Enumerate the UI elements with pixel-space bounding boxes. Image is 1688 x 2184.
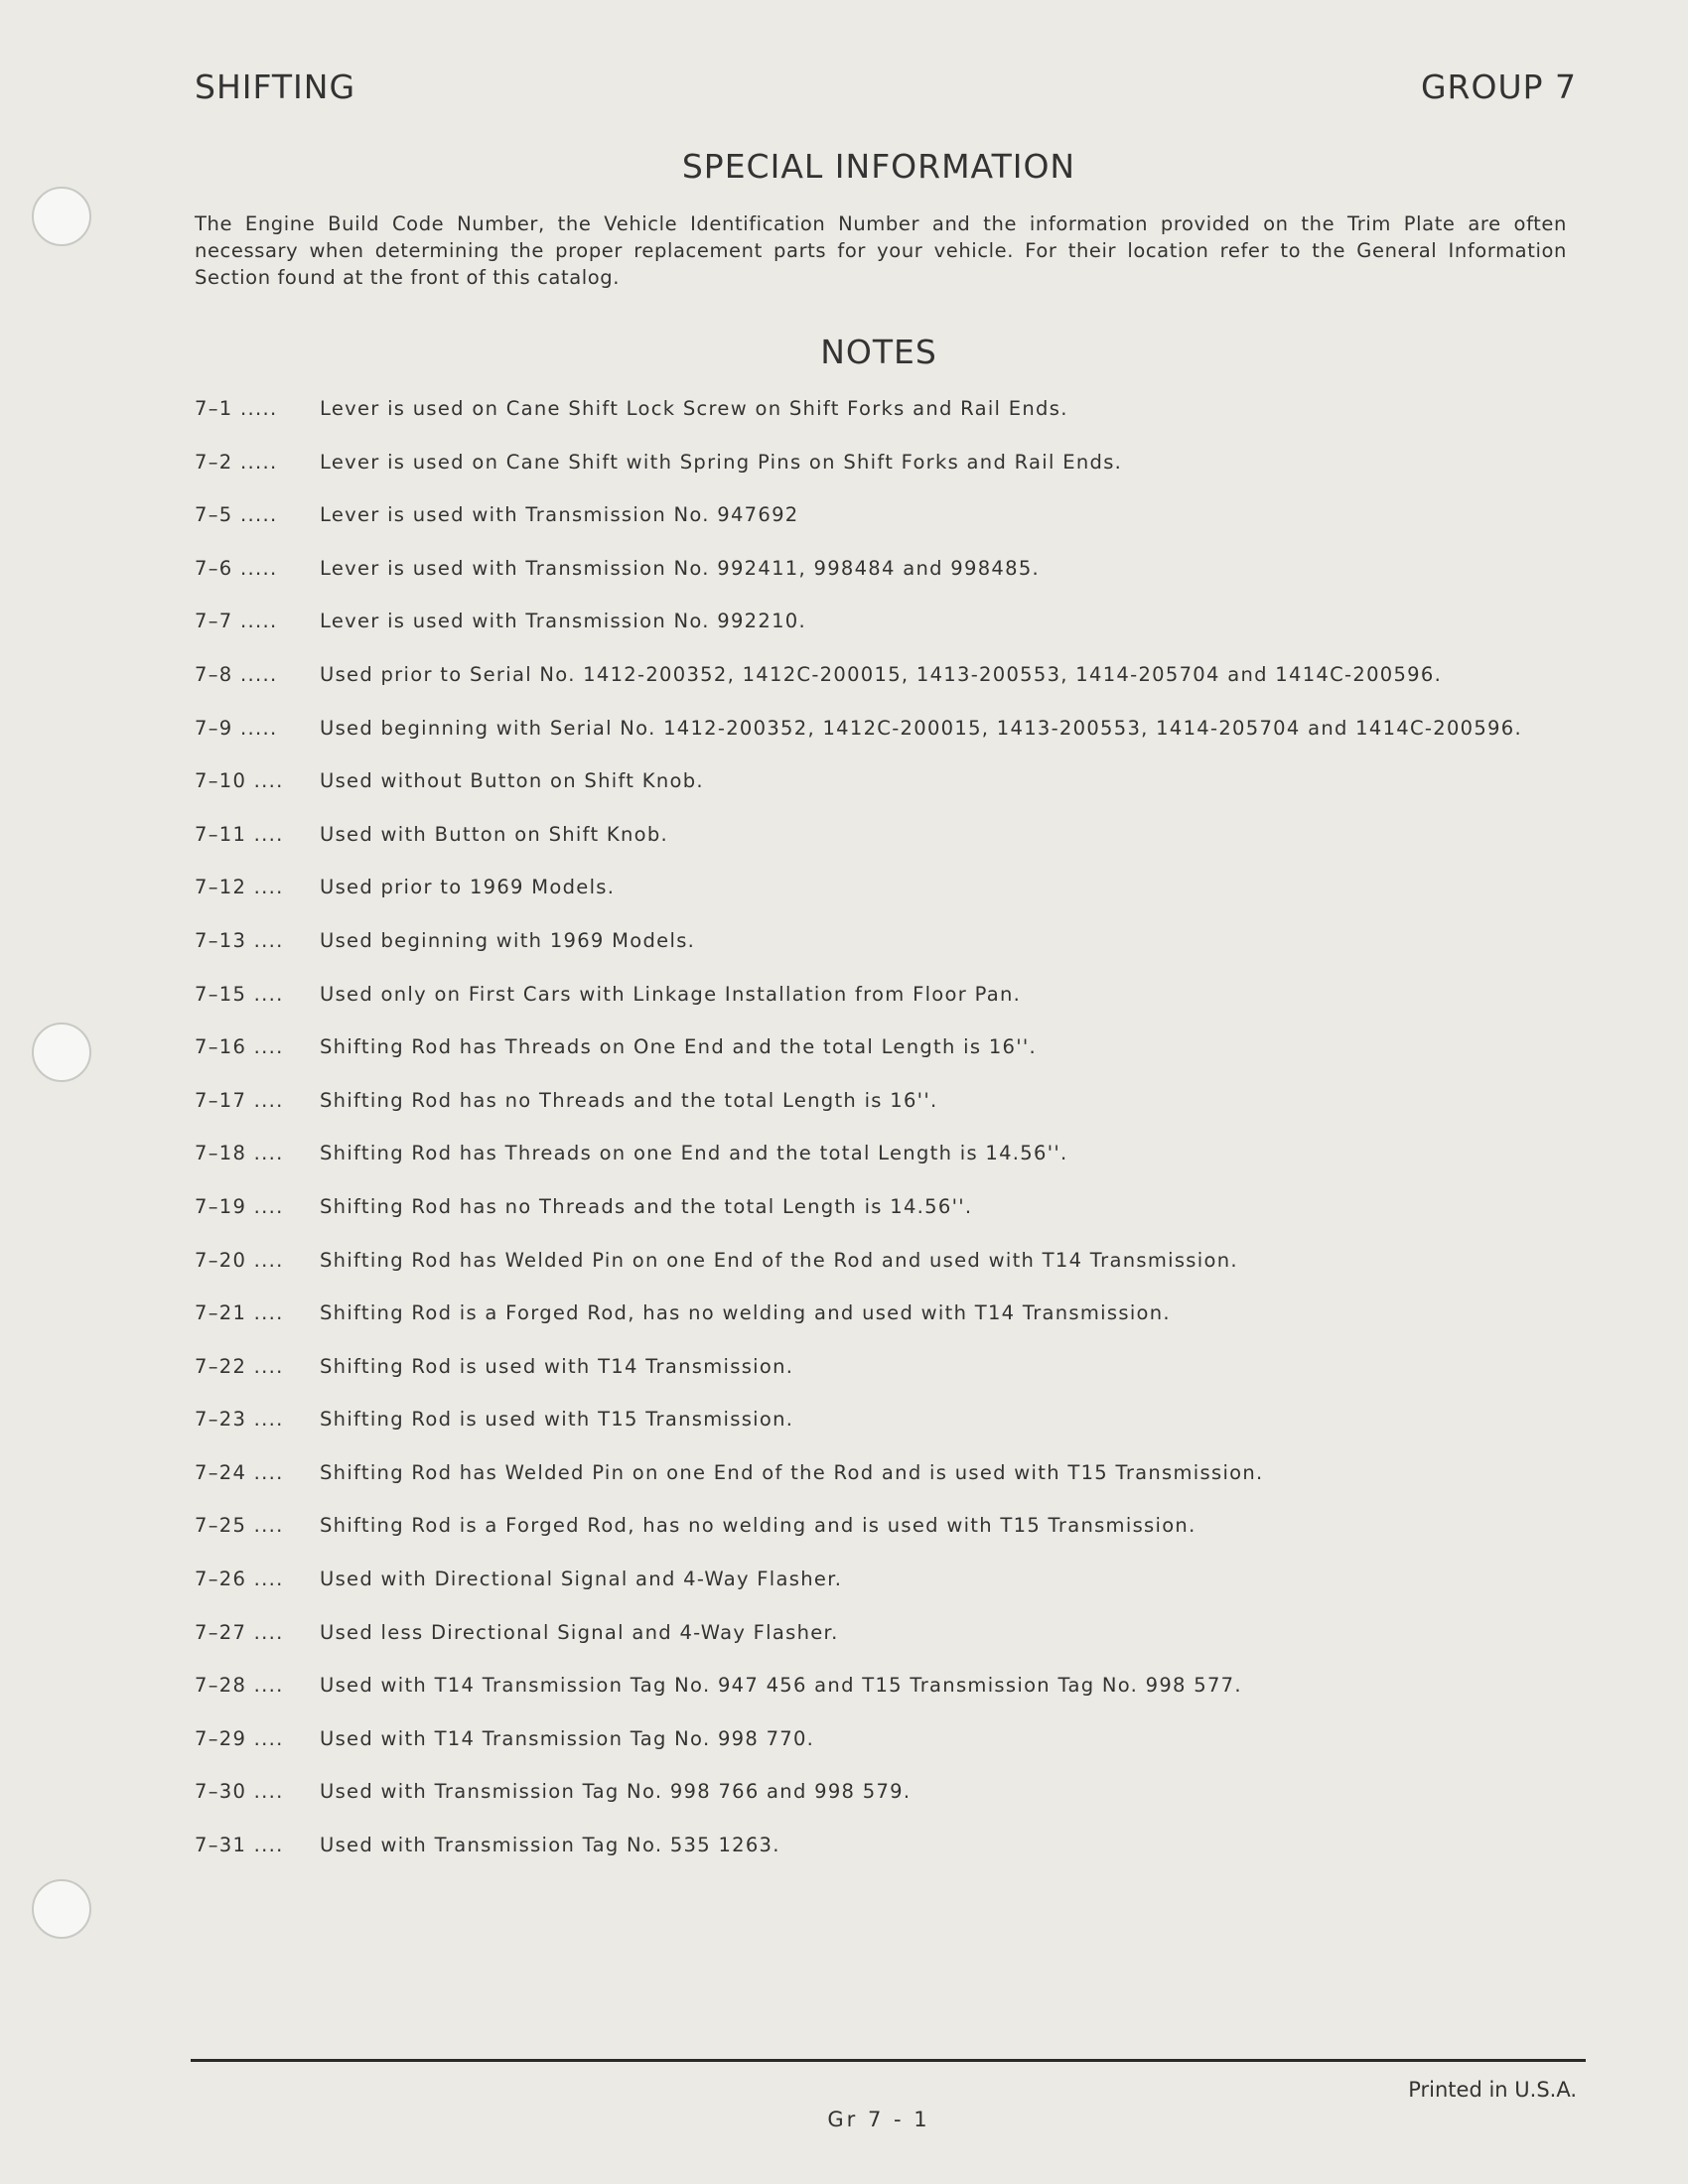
note-number: 7–13 .... bbox=[195, 928, 284, 952]
note-number: 7–15 .... bbox=[195, 982, 284, 1006]
note-item bbox=[195, 503, 1585, 557]
notes-list bbox=[195, 397, 1585, 1887]
note-text: Used with Transmission Tag No. 535 1263. bbox=[320, 1834, 780, 1857]
note-item bbox=[195, 451, 1585, 504]
note-item bbox=[195, 663, 1585, 717]
note-text: Shifting Rod has no Threads and the total Length is 14.56''. bbox=[320, 1194, 973, 1218]
note-number: 7–26 .... bbox=[195, 1568, 284, 1591]
printed-in-label: Printed in U.S.A. bbox=[1408, 2078, 1577, 2102]
binder-hole-middle bbox=[32, 1023, 91, 1082]
note-item bbox=[195, 1355, 1585, 1409]
note-number: 7–17 .... bbox=[195, 1088, 284, 1112]
special-information-text: The Engine Build Code Number, the Vehicle Identification Number and the information provided on the Trim Plate are often necessary when determining the proper replacement parts for your vehicle. For their location refer to the General Information Section found at the front of this catalog. bbox=[195, 212, 1567, 289]
note-text: Used with Button on Shift Knob. bbox=[320, 822, 669, 846]
note-number: 7–7 ..... bbox=[195, 610, 278, 633]
note-number: 7–21 .... bbox=[195, 1301, 284, 1325]
note-text: Used with T14 Transmission Tag No. 947 456 and T15 Transmission Tag No. 998 577. bbox=[320, 1674, 1242, 1698]
note-text: Lever is used on Cane Shift with Spring Pins on Shift Forks and Rail Ends. bbox=[320, 450, 1123, 474]
note-number: 7–30 .... bbox=[195, 1780, 284, 1804]
note-number: 7–1 ..... bbox=[195, 397, 278, 420]
page-number: Gr 7 - 1 bbox=[827, 2108, 930, 2131]
note-text: Used beginning with 1969 Models. bbox=[320, 928, 696, 952]
note-number: 7–5 ..... bbox=[195, 503, 278, 527]
note-text: Used without Button on Shift Knob. bbox=[320, 769, 704, 793]
note-item bbox=[195, 1568, 1585, 1621]
note-number: 7–27 .... bbox=[195, 1620, 284, 1644]
section-header: SHIFTING bbox=[195, 68, 356, 106]
notes-title: NOTES bbox=[820, 333, 937, 371]
note-text: Shifting Rod is a Forged Rod, has no welding and used with T14 Transmission. bbox=[320, 1301, 1171, 1325]
note-item bbox=[195, 876, 1585, 929]
note-text: Shifting Rod has Threads on one End and the total Length is 14.56''. bbox=[320, 1142, 1068, 1165]
note-item bbox=[195, 1195, 1585, 1249]
note-number: 7–28 .... bbox=[195, 1674, 284, 1698]
note-item bbox=[195, 769, 1585, 823]
note-number: 7–22 .... bbox=[195, 1354, 284, 1378]
note-item bbox=[195, 1727, 1585, 1781]
note-number: 7–24 .... bbox=[195, 1460, 284, 1484]
note-item bbox=[195, 1674, 1585, 1727]
note-number: 7–9 ..... bbox=[195, 716, 278, 740]
note-text: Lever is used with Transmission No. 992210. bbox=[320, 610, 806, 633]
note-item bbox=[195, 610, 1585, 663]
note-item bbox=[195, 983, 1585, 1036]
note-item bbox=[195, 1780, 1585, 1834]
note-item bbox=[195, 1834, 1585, 1887]
note-item bbox=[195, 1408, 1585, 1461]
note-number: 7–16 .... bbox=[195, 1035, 284, 1059]
note-number: 7–2 ..... bbox=[195, 450, 278, 474]
note-number: 7–11 .... bbox=[195, 822, 284, 846]
note-text: Shifting Rod is used with T14 Transmission. bbox=[320, 1354, 794, 1378]
note-text: Shifting Rod has no Threads and the total Length is 16''. bbox=[320, 1088, 938, 1112]
note-text: Shifting Rod has Welded Pin on one End of the Rod and is used with T15 Transmission. bbox=[320, 1460, 1264, 1484]
note-item bbox=[195, 1089, 1585, 1143]
note-item bbox=[195, 557, 1585, 611]
note-number: 7–23 .... bbox=[195, 1408, 284, 1432]
note-text: Used prior to 1969 Models. bbox=[320, 876, 616, 899]
note-item bbox=[195, 1301, 1585, 1355]
note-number: 7–20 .... bbox=[195, 1248, 284, 1272]
note-number: 7–25 .... bbox=[195, 1514, 284, 1538]
note-item bbox=[195, 823, 1585, 877]
note-text: Used prior to Serial No. 1412-200352, 1412C-200015, 1413-200553, 1414-205704 and 1414C-200596. bbox=[320, 662, 1443, 686]
note-item bbox=[195, 1249, 1585, 1302]
note-item bbox=[195, 1461, 1585, 1515]
binder-hole-bottom bbox=[32, 1879, 91, 1939]
note-item bbox=[195, 1514, 1585, 1568]
note-item bbox=[195, 1621, 1585, 1675]
note-text: Shifting Rod is used with T15 Transmission. bbox=[320, 1408, 794, 1432]
note-number: 7–19 .... bbox=[195, 1194, 284, 1218]
special-information-title: SPECIAL INFORMATION bbox=[681, 147, 1076, 186]
note-text: Used beginning with Serial No. 1412-200352, 1412C-200015, 1413-200553, 1414-205704 and 1414C-200596. bbox=[320, 716, 1522, 740]
note-number: 7–6 ..... bbox=[195, 556, 278, 580]
binder-hole-top bbox=[32, 187, 91, 246]
note-text: Lever is used on Cane Shift Lock Screw on Shift Forks and Rail Ends. bbox=[320, 397, 1068, 420]
note-text: Used with T14 Transmission Tag No. 998 770. bbox=[320, 1726, 815, 1750]
note-text: Lever is used with Transmission No. 947692 bbox=[320, 503, 799, 527]
note-text: Used with Directional Signal and 4-Way Flasher. bbox=[320, 1568, 843, 1591]
note-item bbox=[195, 397, 1585, 451]
group-header: GROUP 7 bbox=[1420, 68, 1577, 106]
note-number: 7–31 .... bbox=[195, 1834, 284, 1857]
note-number: 7–8 ..... bbox=[195, 662, 278, 686]
footer-divider bbox=[191, 2059, 1586, 2062]
note-number: 7–18 .... bbox=[195, 1142, 284, 1165]
note-item bbox=[195, 1142, 1585, 1195]
note-text: Shifting Rod has Welded Pin on one End of the Rod and used with T14 Transmission. bbox=[320, 1248, 1238, 1272]
note-text: Shifting Rod is a Forged Rod, has no welding and is used with T15 Transmission. bbox=[320, 1514, 1196, 1538]
note-text: Used less Directional Signal and 4-Way Flasher. bbox=[320, 1620, 839, 1644]
note-item bbox=[195, 1035, 1585, 1089]
note-text: Used only on First Cars with Linkage Installation from Floor Pan. bbox=[320, 982, 1022, 1006]
note-number: 7–10 .... bbox=[195, 769, 284, 793]
note-text: Shifting Rod has Threads on One End and the total Length is 16''. bbox=[320, 1035, 1038, 1059]
note-number: 7–29 .... bbox=[195, 1726, 284, 1750]
note-item bbox=[195, 929, 1585, 983]
note-item bbox=[195, 717, 1585, 770]
note-text: Used with Transmission Tag No. 998 766 and 998 579. bbox=[320, 1780, 912, 1804]
note-number: 7–12 .... bbox=[195, 876, 284, 899]
note-text: Lever is used with Transmission No. 992411, 998484 and 998485. bbox=[320, 556, 1041, 580]
